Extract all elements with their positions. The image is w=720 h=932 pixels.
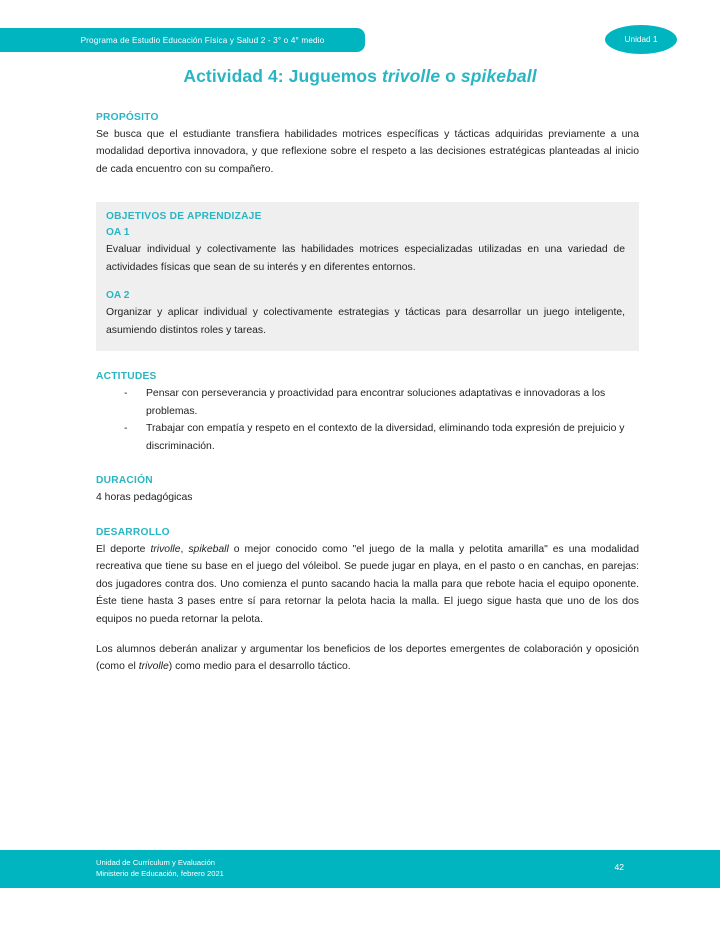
spacer [106,276,625,290]
desarrollo-p2-part2: ) como medio para el desarrollo táctico. [168,661,351,673]
footer-line-2: Ministerio de Educación, febrero 2021 [96,869,224,878]
oa-2-text: Organizar y aplicar individual y colectivamente estrategias y tácticas para desarrollar un juego inteligente, asumiendo distintos roles y tareas. [106,307,625,336]
spacer [96,455,639,475]
page-title [0,66,720,87]
desarrollo-p2-term-trivolle: trivolle [138,661,169,673]
dash-bullet-icon: - [124,423,128,435]
page-title-prefix: Actividad 4: Juguemos [183,66,382,86]
duracion-text: 4 horas pedagógicas [96,492,193,504]
desarrollo-p2-part1: Los alumnos deberán analizar y argumentar los beneficios de los deportes emergentes de colaboración y oposición (como el [96,643,639,673]
section-heading-objetivos: OBJETIVOS DE APRENDIZAJE [106,211,262,223]
spacer [96,178,639,202]
actitud-1-text: Pensar con perseverancia y proactividad para encontrar soluciones adaptativas e innovadoras a los problemas. [146,388,606,417]
page-title-term-spikeball: spikeball [460,66,537,86]
section-heading-duracion: DURACIÓN [96,475,153,487]
unit-badge [605,25,677,54]
oa-2-label: OA 2 [106,290,130,302]
desarrollo-paragraph-1 [96,541,639,628]
oa-item-1 [106,227,625,276]
oa-1-text: Evaluar individual y colectivamente las habilidades motrices especializadas utilizadas en una variedad de actividades físicas que sean de su interés y en diferentes entornos. [106,244,625,273]
section-heading-proposito: PROPÓSITO [96,112,159,123]
proposito-text: Se busca que el estudiante transfiera habilidades motrices específicas y tácticas adquiridas previamente a una modalidad deportiva innovadora, y que reflexione sobre el respeto a las decisiones estratégicas planteadas al inicio de cada encuentro con su compañero. [96,129,639,175]
list-item [96,420,639,455]
section-objetivos-aprendizaje [96,202,639,351]
footer-organization [96,857,224,879]
desarrollo-paragraph-2 [96,641,639,676]
desarrollo-p1-part2: , [180,543,189,555]
unit-badge-label: Unidad 1 [624,35,658,44]
footer-line-1: Unidad de Currículum y Evaluación [96,858,216,867]
oa-item-2 [106,290,625,339]
section-duracion [96,475,639,506]
spacer [96,628,639,641]
page-footer [0,850,720,888]
desarrollo-p1-part1: El deporte [96,543,151,555]
spacer [96,507,639,527]
section-actitudes [96,371,639,455]
page-title-term-trivolle: trivolle [381,66,441,86]
dash-bullet-icon: - [124,388,128,400]
oa-1-label: OA 1 [106,227,130,239]
page-number: 42 [614,862,624,872]
program-banner [0,28,365,52]
page-title-middle: o [440,66,461,86]
actitud-2-text: Trabajar con empatía y respeto en el contexto de la diversidad, eliminando toda expresión de prejuicio y discriminación. [146,423,625,452]
desarrollo-p1-part3: o mejor conocido como "el juego de la malla y pelotita amarilla" es una modalidad recreativa que tiene su base en el juego del vóleibol. Se puede jugar en playa, en el pasto o en canchas, en parejas: dos jugadores contra dos. Uno comienza el punto sacando hacia la malla para que rebote hacia el equipo oponente. Éste tiene hasta 3 pases entre sí para retornar la pelota hacia la malla. El juego sigue hasta que uno de los dos equipos no pueda retornar la pelota. [96,543,639,625]
section-proposito [96,112,639,178]
list-item [96,385,639,420]
spacer [96,351,639,371]
section-heading-desarrollo: DESARROLLO [96,526,170,538]
desarrollo-p1-term-trivolle: trivolle [150,543,181,555]
actitudes-list [96,385,639,455]
section-desarrollo [96,527,639,676]
desarrollo-p1-term-spikeball: spikeball [188,543,229,555]
program-banner-label: Programa de Estudio Educación Física y Salud 2 - 3° o 4° medio [80,35,325,45]
document-content [96,112,639,676]
section-heading-actitudes: ACTITUDES [96,371,157,383]
page-header [0,0,720,60]
